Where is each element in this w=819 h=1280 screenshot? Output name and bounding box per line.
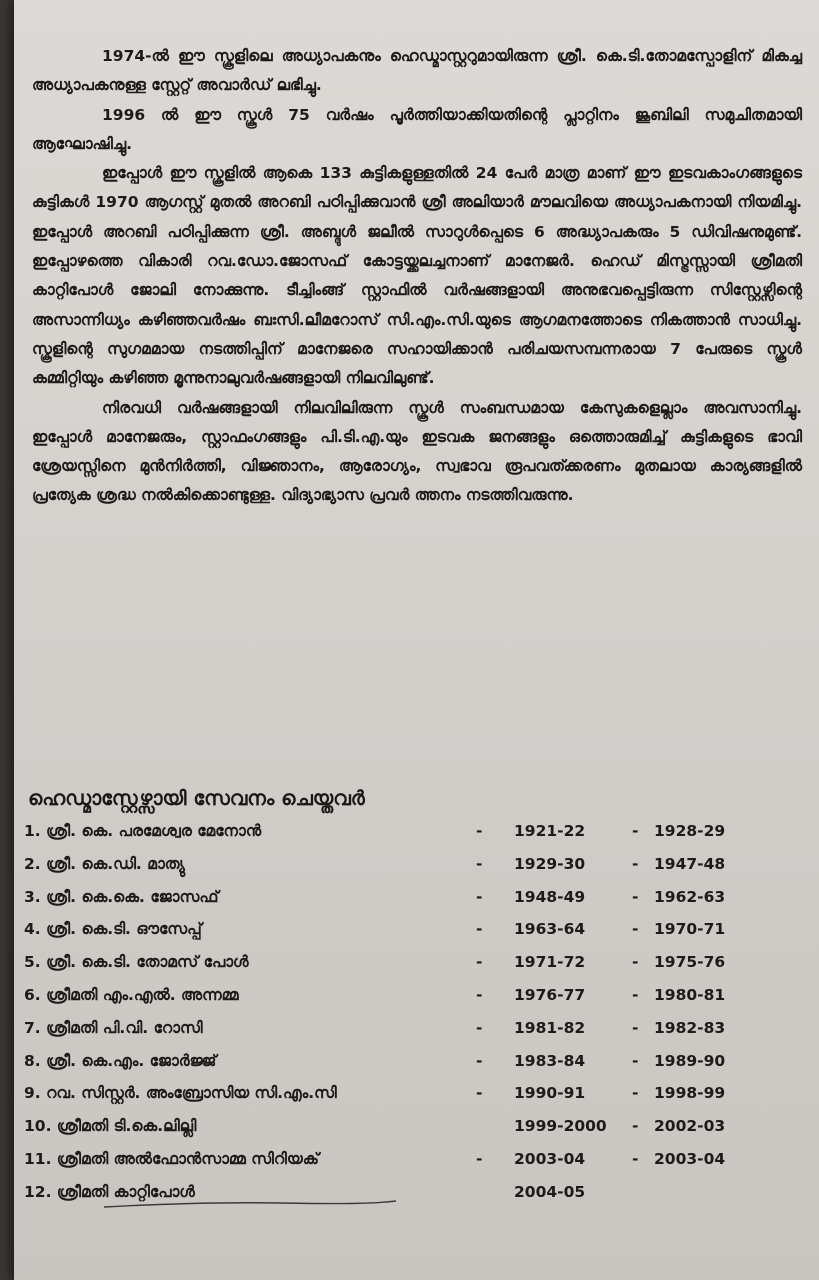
headmaster-name: 8. ശ്രീ. കെ.എം. ജോർജ്ജ് xyxy=(24,1051,217,1070)
headmasters-heading: ഹെഡ്മാസ്റ്റേഴ്സായി സേവനം ചെയ്തവർ xyxy=(28,786,365,810)
separator-dash: - xyxy=(476,854,483,873)
separator-dash: - xyxy=(632,1051,639,1070)
headmaster-name: 6. ശ്രീമതി എം.എൽ. അന്നമ്മ xyxy=(24,985,239,1004)
document-page xyxy=(14,0,819,1280)
headmaster-name: 9. റവ. സിസ്റ്റർ. അംബ്രോസിയ സി.എം.സി xyxy=(24,1084,337,1103)
end-year: 1970-71 xyxy=(654,920,726,939)
separator-dash: - xyxy=(476,1084,483,1103)
paragraph-activities: നിരവധി വർഷങ്ങളായി നിലവിലിരുന്ന സ്കൂൾ സംബന്ധമായ കേസുകളെല്ലാം അവസാനിച്ചു. ഇപ്പോൾ മാനേജരും, സ്റ്റാഫംഗങ്ങളും പി.ടി.എ.യും ഇടവക ജനങ്ങളും ഒത്തൊരുമിച്ച് കുട്ടികളുടെ ഭാവി ശ്രേയസ്സിനെ മുൻനിർത്തി, വിജ്ഞാനം, ആരോഗ്യം, സ്വഭാവ രൂപവത്ക്കരണം മുതലായ കാര്യങ്ങളിൽ പ്രത്യേക ശ്രദ്ധ നൽകിക്കൊണ്ടുള്ള. വിദ്യാഭ്യാസ പ്രവർ ത്തനം നടത്തിവരുന്നു. xyxy=(32,398,802,505)
end-year: 1975-76 xyxy=(654,953,726,972)
list-item xyxy=(24,818,814,851)
headmaster-name: 3. ശ്രീ. കെ.കെ. ജോസഫ് xyxy=(24,887,219,906)
start-year: 1963-64 xyxy=(514,920,586,939)
paragraph-platinum-jubilee: 1996 ൽ ഈ സ്കൂൾ 75 വർഷം പൂർത്തിയാക്കിയതിന്റെ പ്ലാറ്റിനം ജൂബിലി സമുചിതമായി ആഘോഷിച്ചു. xyxy=(32,105,802,153)
separator-dash: - xyxy=(632,953,639,972)
separator-dash: - xyxy=(476,953,483,972)
end-year: 1998-99 xyxy=(654,1084,726,1103)
start-year: 2003-04 xyxy=(514,1149,586,1168)
headmaster-name: 4. ശ്രീ. കെ.ടി. ഔസേപ്പ് xyxy=(24,920,202,939)
separator-dash: - xyxy=(632,1018,639,1037)
start-year: 1929-30 xyxy=(514,854,586,873)
separator-dash: - xyxy=(632,1149,639,1168)
separator-dash: - xyxy=(476,822,483,840)
headmaster-name: 5. ശ്രീ. കെ.ടി. തോമസ് പോൾ xyxy=(24,953,249,972)
separator-dash: - xyxy=(476,920,483,939)
start-year: 1981-82 xyxy=(514,1018,586,1037)
start-year: 1948-49 xyxy=(514,887,586,906)
end-year: 1962-63 xyxy=(654,887,726,906)
list-item xyxy=(24,916,814,949)
start-year: 1990-91 xyxy=(514,1084,586,1103)
end-year: 2002-03 xyxy=(654,1117,726,1136)
headmaster-name: 12. ശ്രീമതി കാറ്റിപോൾ xyxy=(24,1182,195,1201)
headmaster-name: 1. ശ്രീ. കെ. പരമേശ്വര മേനോൻ xyxy=(24,822,262,840)
headmasters-list xyxy=(24,818,814,1212)
end-year: 1947-48 xyxy=(654,854,726,873)
separator-dash: - xyxy=(632,1084,639,1103)
headmaster-name: 10. ശ്രീമതി ടി.കെ.ലില്ലി xyxy=(24,1117,197,1136)
history-text xyxy=(32,42,802,511)
list-item xyxy=(24,884,814,917)
start-year: 1976-77 xyxy=(514,985,586,1004)
start-year: 1999-2000 xyxy=(514,1117,607,1136)
separator-dash: - xyxy=(476,1018,483,1037)
list-item xyxy=(24,1080,814,1113)
start-year: 1971-72 xyxy=(514,953,586,972)
headmaster-name: 11. ശ്രീമതി അൽഫോൻസാമ്മ സിറിയക് xyxy=(24,1149,319,1168)
separator-dash: - xyxy=(476,1149,483,1168)
separator-dash: - xyxy=(632,985,639,1004)
paragraph-current-status: ഇപ്പോൾ ഈ സ്കൂളിൽ ആകെ 133 കുട്ടികളുള്ളതിൽ 24 പേർ മാത്ര മാണ് ഈ ഇടവകാംഗങ്ങളുടെ കുട്ടികൾ 1970 ആഗസ്റ്റ് മുതൽ അറബി പഠിപ്പിക്കുവാൻ ശ്രീ അലിയാർ മൗലവിയെ അധ്യാപകനായി നിയമിച്ചു. ഇപ്പോൾ അറബി പഠിപ്പിക്കുന്ന ശ്രീ. അബ്ദുൾ ജലീൽ സാറുൾപ്പെടെ 6 അദ്ധ്യാപകരും 5 ഡിവിഷനുമുണ്ട്. ഇപ്പോഴത്തെ വികാരി റവ.ഡോ.ജോസഫ് കോട്ടയ്ക്കലച്ചനാണ് മാനേജർ. ഹെഡ് മിസ്ട്രസ്സായി ശ്രീമതി കാറ്റിപോൾ ജോലി നോക്കുന്നു. ടീച്ചിംങ്ങ് സ്റ്റാഫിൽ വർഷങ്ങളായി അനുഭവപ്പെട്ടിരുന്ന സിസ്റ്റേഴ്സിന്റെ അസാന്നിധ്യം കഴിഞ്ഞവർഷം ബഃസി.ലീമറോസ് സി.എം.സി.യുടെ ആഗമനത്തോടെ നികത്താൻ സാധിച്ചു. സ്കൂളിന്റെ സുഗമമായ നടത്തിപ്പിന് മാനേജരെ സഹായിക്കാൻ പരിചയസമ്പന്നരായ 7 പേരുടെ സ്കൂൾ കമ്മിറ്റിയും കഴിഞ്ഞ മൂന്നുനാലുവർഷങ്ങളായി നിലവിലുണ്ട്. xyxy=(32,164,802,388)
end-year: 1980-81 xyxy=(654,985,726,1004)
paragraph-state-award: 1974-ൽ ഈ സ്കൂളിലെ അധ്യാപകനും ഹെഡ്മാസ്റ്ററുമായിരുന്ന ശ്രീ. കെ.ടി.തോമസ്പോളിന് മികച്ച അധ്യാപകനുള്ള സ്റ്റേറ്റ് അവാർഡ് ലഭിച്ചു. xyxy=(32,47,802,95)
separator-dash: - xyxy=(632,1117,639,1136)
separator-dash: - xyxy=(632,920,639,939)
list-item xyxy=(24,851,814,884)
end-year: 1989-90 xyxy=(654,1051,726,1070)
start-year: 1983-84 xyxy=(514,1051,586,1070)
start-year: 2004-05 xyxy=(514,1182,586,1201)
separator-dash: - xyxy=(632,822,639,840)
separator-dash: - xyxy=(632,887,639,906)
separator-dash: - xyxy=(476,887,483,906)
list-item xyxy=(24,1015,814,1048)
headmaster-name: 7. ശ്രീമതി പി.വി. റോസി xyxy=(24,1018,203,1037)
separator-dash: - xyxy=(476,1051,483,1070)
end-year: 1982-83 xyxy=(654,1018,726,1037)
end-year: 2003-04 xyxy=(654,1149,726,1168)
list-item xyxy=(24,949,814,982)
list-item xyxy=(24,982,814,1015)
end-year: 1928-29 xyxy=(654,822,726,840)
start-year: 1921-22 xyxy=(514,822,586,840)
separator-dash: - xyxy=(476,985,483,1004)
headmaster-name: 2. ശ്രീ. കെ.ഡി. മാത്യു xyxy=(24,854,185,873)
list-item xyxy=(24,1146,814,1179)
list-item xyxy=(24,1048,814,1081)
pen-underline-mark xyxy=(100,1198,400,1212)
list-item xyxy=(24,1113,814,1146)
separator-dash: - xyxy=(632,854,639,873)
